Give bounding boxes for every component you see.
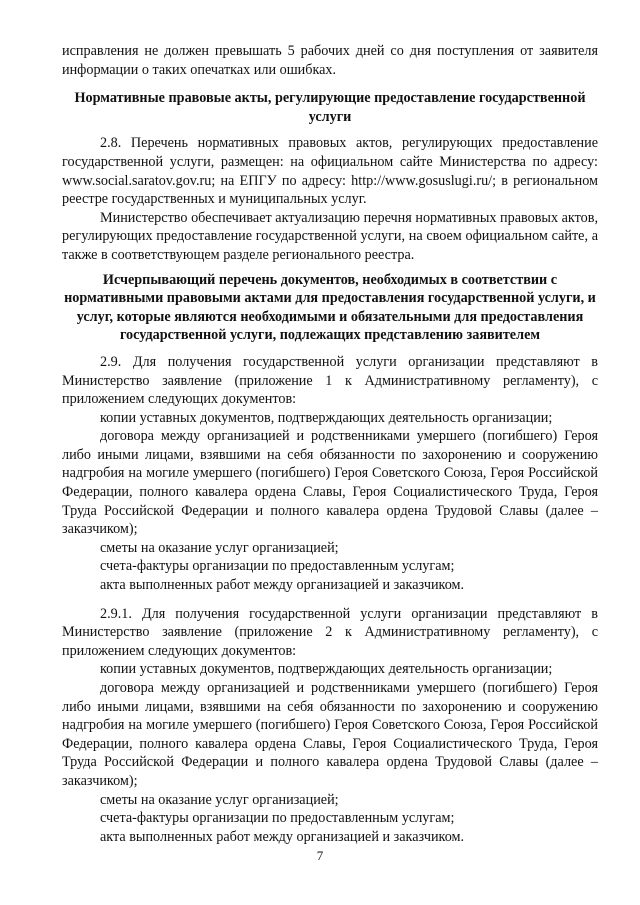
paragraph-2-9-intro: 2.9. Для получения государственной услуги организации представляют в Министерство заявление (приложение 1 к Административному регламенту), с приложением следующих документов: bbox=[62, 353, 598, 408]
list-item: копии уставных документов, подтверждающих деятельность организации; bbox=[100, 409, 553, 426]
list-item: сметы на оказание услуг организацией; bbox=[100, 539, 339, 556]
list-item: копии уставных документов, подтверждающих деятельность организации; bbox=[100, 661, 553, 678]
paragraph-2-8: 2.8. Перечень нормативных правовых актов, регулирующих предоставление государственной услуги, размещен: на официальном сайте Министерства по адресу: www.social.saratov.gov.ru; на ЕПГУ по адресу: http://www.gosuslugi.ru/; в региональном реестре государственных и муниципальных услуг. bbox=[62, 135, 598, 208]
section-heading-legal-acts: Нормативные правовые акты, регулирующие предоставление государственной услуги bbox=[74, 90, 586, 125]
list-item: договора между организацией и родственниками умершего (погибшего) Героя либо иными лицами, взявшими на себя обязанности по захоронению и сооружению надгробия на могиле умершего (погибшего) Героя Советского Союза, Героя Российской Федерации, полного кавалера ордена Славы, Героя Социалистического Труда, Героя Труда Российской Федерации и полного кавалера ордена Трудовой Славы (далее – заказчиком); bbox=[62, 680, 598, 789]
page-content bbox=[62, 42, 598, 846]
paragraph-2-8-actualization: Министерство обеспечивает актуализацию перечня нормативных правовых актов, регулирующих предоставление государственной услуги, на своем официальном сайте, а также в соответствующем разделе регионального реестра. bbox=[62, 209, 598, 263]
list-item: акта выполненных работ между организацией и заказчиком. bbox=[100, 828, 465, 845]
list-item: счета-фактуры организации по предоставленным услугам; bbox=[100, 558, 455, 575]
list-item: сметы на оказание услуг организацией; bbox=[100, 791, 339, 808]
page-number: 7 bbox=[316, 848, 324, 863]
list-item: акта выполненных работ между организацией и заказчиком. bbox=[100, 577, 465, 594]
list-item: договора между организацией и родственниками умершего (погибшего) Героя либо иными лицами, взявшими на себя обязанности по захоронению и сооружению надгробия на могиле умершего (погибшего) Героя Советского Союза, Героя Российской Федерации, полного кавалера ордена Славы, Героя Социалистического Труда, Героя Труда Российской Федерации и полного кавалера ордена Трудовой Славы (далее – заказчиком); bbox=[62, 428, 598, 538]
list-item: счета-фактуры организации по предоставленным услугам; bbox=[100, 810, 455, 827]
section-heading-documents: Исчерпывающий перечень документов, необходимых в соответствии с нормативными правовыми актами для предоставления государственной услуги, и услуг, которые являются необходимыми и обязательными для предоставления государственной услуги, подлежащих представлению заявителем bbox=[64, 271, 596, 344]
continuation-paragraph: исправления не должен превышать 5 рабочих дней со дня поступления от заявителя информации о таких опечатках или ошибках. bbox=[62, 43, 598, 78]
paragraph-2-9-1-intro: 2.9.1. Для получения государственной услуги организации представляют в Министерство заявление (приложение 2 к Административному регламенту), с приложением следующих документов: bbox=[62, 605, 598, 659]
